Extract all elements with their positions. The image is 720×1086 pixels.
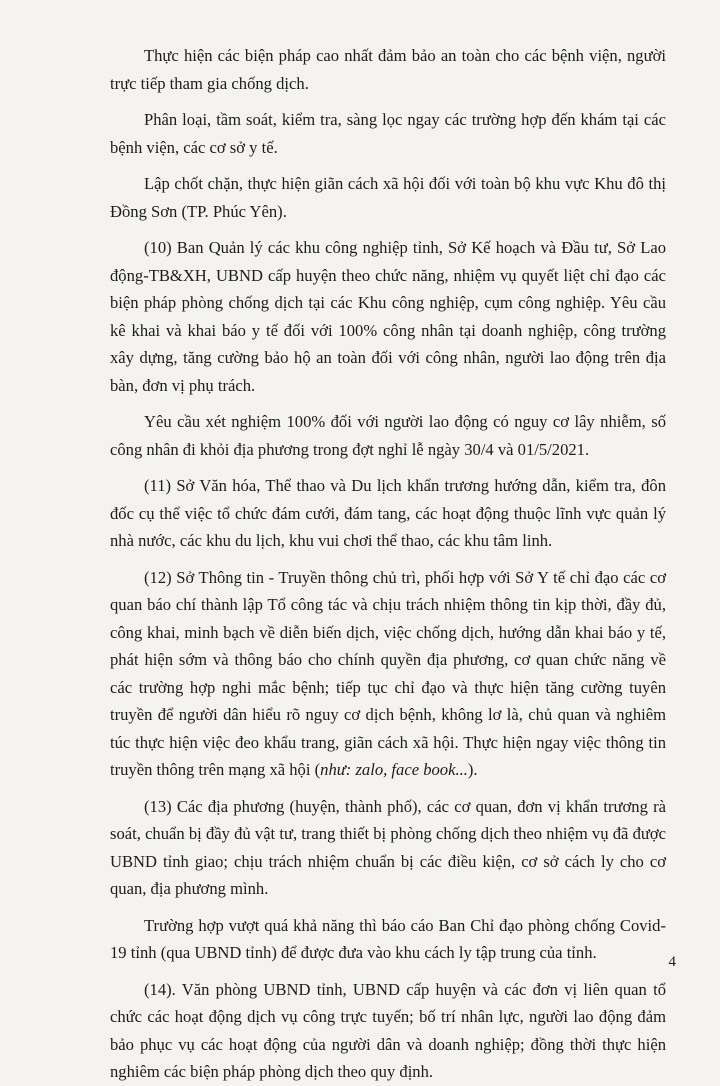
paragraph: Phân loại, tầm soát, kiểm tra, sàng lọc ngay các trường hợp đến khám tại các bệnh viện, các cơ sở y tế. (110, 110, 666, 157)
paragraph-text: (12) Sở Thông tin - Truyền thông chủ trì, phối hợp với Sở Y tế chỉ đạo các cơ quan báo chí thành lập Tổ công tác và chịu trách nhiệm thông tin kịp thời, đầy đủ, công khai, minh bạch về diễn biến dịch, việc chống dịch, hướng dẫn khai báo y tế, phát hiện sớm và thông báo cho chính quyền địa phương, cơ quan chức năng về các trường hợp nghi mắc bệnh; tiếp tục chỉ đạo và thực hiện tăng cường tuyên truyền để người dân hiểu rõ nguy cơ dịch bệnh, không lơ là, chủ quan và nghiêm túc thực hiện việc đeo khẩu trang, giãn cách xã hội. Thực hiện ngay việc thông tin truyền thông trên mạng xã hội ( (110, 567, 666, 779)
paragraph: Thực hiện các biện pháp cao nhất đảm bảo an toàn cho các bệnh viện, người trực tiếp tham gia chống dịch. (110, 46, 666, 93)
paragraph-italic-text: như: zalo, face book... (320, 760, 468, 779)
paragraph-item-14: (14). Văn phòng UBND tỉnh, UBND cấp huyện và các đơn vị liên quan tổ chức các hoạt động dịch vụ công trực tuyến; bố trí nhân lực, người lao động đảm bảo phục vụ các hoạt động của người dân và doanh nghiệp; đồng thời thực hiện nghiêm các biện pháp phòng dịch theo quy định. (110, 979, 666, 1081)
paragraph-item-11: (11) Sở Văn hóa, Thể thao và Du lịch khẩn trương hướng dẫn, kiểm tra, đôn đốc cụ thể việc tổ chức đám cưới, đám tang, các hoạt động thuộc lĩnh vực quản lý nhà nước, các khu du lịch, khu vui chơi thể thao, các khu tâm linh. (110, 476, 666, 550)
paragraph-item-13: (13) Các địa phương (huyện, thành phố), các cơ quan, đơn vị khẩn trương rà soát, chuẩn bị đầy đủ vật tư, trang thiết bị phòng chống dịch theo nhiệm vụ đã được UBND tỉnh giao; chịu trách nhiệm chuẩn bị các điều kiện, cơ sở cách ly cho cơ quan, địa phương mình. (110, 796, 666, 898)
page-number: 4 (668, 954, 676, 970)
paragraph: Trường hợp vượt quá khả năng thì báo cáo Ban Chỉ đạo phòng chống Covid-19 tỉnh (qua UBND tỉnh) để được đưa vào khu cách ly tập trung của tỉnh. (110, 915, 666, 962)
paragraph-item-10: (10) Ban Quản lý các khu công nghiệp tỉnh, Sở Kế hoạch và Đầu tư, Sở Lao động-TB&XH, UBND cấp huyện theo chức năng, nhiệm vụ quyết liệt chỉ đạo các biện pháp phòng chống dịch tại các Khu công nghiệp, cụm công nghiệp. Yêu cầu kê khai và khai báo y tế đối với 100% công nhân tại doanh nghiệp, công trường xây dựng, tăng cường bảo hộ an toàn đối với công nhân, người lao động trên địa bàn, đơn vị phụ trách. (110, 238, 666, 395)
paragraph: Yêu cầu xét nghiệm 100% đối với người lao động có nguy cơ lây nhiễm, số công nhân đi khỏi địa phương trong đợt nghỉ lễ ngày 30/4 và 01/5/2021. (110, 412, 666, 459)
paragraph-item-12 (110, 564, 666, 784)
paragraph: Lập chốt chặn, thực hiện giãn cách xã hội đối với toàn bộ khu vực Khu đô thị Đồng Sơn (TP. Phúc Yên). (110, 174, 666, 221)
paragraph-tail-text: ). (467, 760, 478, 779)
